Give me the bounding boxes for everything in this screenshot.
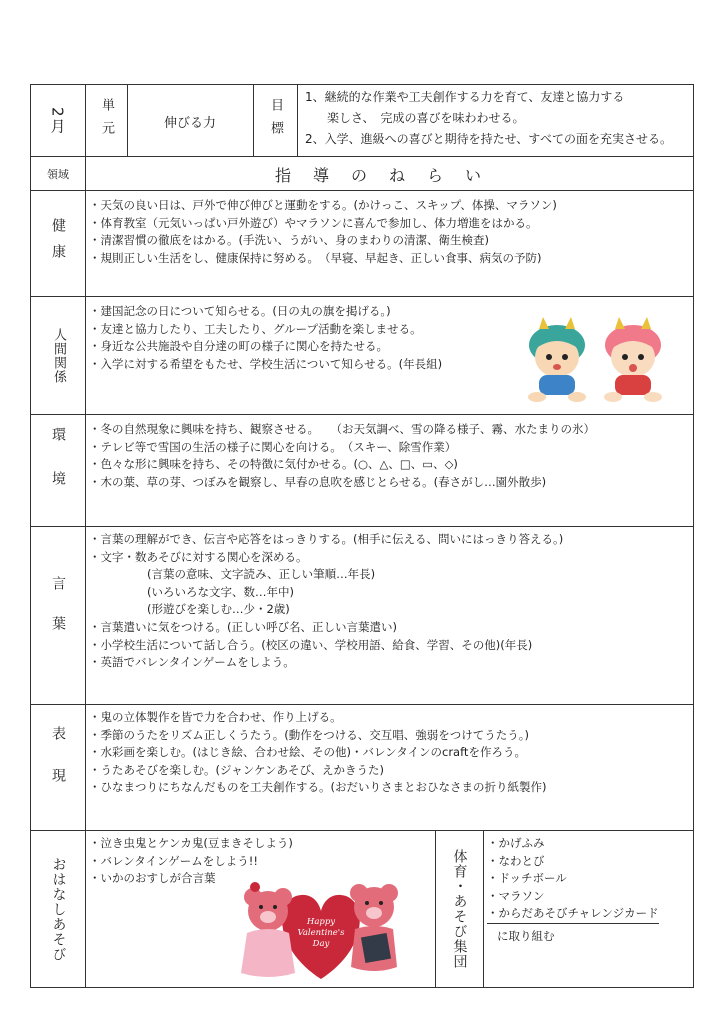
health-content: [89, 197, 689, 267]
domain-label-cell: [31, 157, 85, 191]
health-item: ・清潔習慣の徹底をはかる。(手洗い、うがい、身のまわりの清潔、衛生検査): [89, 233, 489, 248]
expression-label: 表現: [50, 726, 66, 810]
valentine-bears-illustration: [231, 875, 411, 985]
expression-item: ・うたあそびを楽しむ。(ジャンケンあそび、えかきうた): [89, 762, 384, 777]
environment-content: [89, 421, 689, 491]
environment-row: [31, 415, 693, 527]
relations-content: [89, 303, 509, 373]
language-sub-item: (言葉の意味、文字読み、正しい筆順…年長): [147, 567, 376, 582]
health-row: [31, 191, 693, 297]
language-item: ・文字・数あそびに対する関心を深める。: [89, 549, 308, 564]
green-oni-icon: [528, 317, 586, 402]
bottom-row: [31, 831, 693, 987]
relations-item: ・建国記念の日について知らせる。(日の丸の旗を掲げる。): [89, 304, 391, 318]
language-sub-item: (形遊びを楽しむ…少・2歳): [147, 602, 290, 617]
expression-item: ・鬼の立体製作を皆で力を合わせ、作り上げる。: [89, 710, 342, 724]
pe-item: ・ドッチボール: [487, 871, 567, 886]
health-item: ・体育教室（元気いっぱい戸外遊び）やマラソンに喜んで参加し、体力増進をはかる。: [89, 215, 538, 230]
story-label-cell: [31, 831, 85, 987]
goals-cell: [305, 87, 693, 155]
guidance-title-cell: [85, 157, 693, 191]
expression-label-cell: [31, 705, 85, 831]
goal-1-cont: 楽しさ、 完成の喜びを味わわせる。: [327, 111, 525, 125]
environment-label-cell: [31, 415, 85, 527]
unit-value-cell: [127, 85, 253, 157]
language-item: ・英語でバレンタインゲームをしよう。: [89, 655, 295, 670]
environment-label: 環境: [50, 427, 66, 515]
guidance-title: 指導のねらい: [274, 165, 503, 185]
header-row: [31, 85, 693, 157]
environment-item: ・色々な形に興味を持ち、その特徴に気付かせる。(○、△、□、▭、◇): [89, 457, 458, 472]
environment-item: ・冬の自然現象に興味を持ち、観察させる。 （お天気調べ、雪の降る様子、霧、水たまりの氷）: [89, 422, 595, 436]
environment-item: ・木の葉、草の芽、つぼみを観察し、早春の息吹を感じとらせる。(春さがし…園外散歩): [89, 474, 547, 489]
pe-label-cell: [435, 831, 483, 987]
health-item: ・天気の良い日は、戸外で伸び伸びと運動をする。(かけっこ、スキップ、体操、マラソン): [89, 198, 557, 212]
language-row: [31, 527, 693, 705]
expression-item: ・ひなまつりにちなんだものを工夫創作する。(おだいりさまとおひなさまの折り紙製作): [89, 780, 547, 795]
expression-item: ・水彩画を楽しむ。(はじき絵、合わせ絵、その他)・バレンタインのcraftを作ろう。: [89, 745, 526, 760]
card-line: Happy: [306, 917, 336, 927]
unit-label-cell: [85, 85, 127, 157]
subheader-row: [31, 157, 693, 191]
month-cell: [31, 85, 85, 157]
relations-label: 人間関係: [51, 328, 66, 384]
goal-label: 目標: [268, 98, 283, 144]
pe-content: [487, 835, 687, 946]
goal-2: 2、入学、進級への喜びと期待を持たせ、すべての面を充実させる。: [305, 132, 673, 146]
month-label: 2月: [48, 106, 67, 136]
language-item: ・小学校生活について話し合う。(校区の違い、学校用語、給食、学習、その他)(年長): [89, 637, 533, 652]
goal-label-cell: [253, 85, 297, 157]
story-item: ・バレンタインゲームをしよう!!: [89, 853, 259, 868]
language-sub-item: (いろいろな文字、数…年中): [147, 584, 294, 599]
pe-item-cont: に取り組む: [497, 928, 555, 943]
unit-value: 伸びる力: [163, 115, 216, 131]
language-label: 言葉: [50, 576, 66, 656]
card-line: Valentine's: [297, 928, 345, 938]
relations-item: ・入学に対する希望をもたせ、学校生活について知らせる。(年長組): [89, 356, 443, 371]
pe-label: 体育・あそび集団: [451, 849, 468, 969]
language-item: ・言葉遣いに気をつける。(正しい呼び名、正しい言葉遣い): [89, 619, 397, 634]
card-line: Day: [312, 939, 330, 949]
oni-pair-illustration: [509, 315, 679, 403]
relations-row: [31, 297, 693, 415]
language-label-cell: [31, 527, 85, 705]
expression-item: ・季節のうたをリズム正しくうたう。(動作をつける、交互唱、強弱をつけてうたう。): [89, 727, 529, 742]
curriculum-table: [30, 84, 694, 988]
language-item: ・言葉の理解ができ、伝言や応答をはっきりする。(相手に伝える、問いにはっきり答える。): [89, 532, 564, 546]
story-item: ・泣き虫鬼とケンカ鬼(豆まきそしよう): [89, 836, 293, 850]
language-content: [89, 531, 689, 672]
valentine-card-text: [293, 917, 349, 950]
health-item: ・規則正しい生活をし、健康保持に努める。 （早寝、早起き、正しい食事、病気の予防): [89, 250, 542, 265]
goal-1: 1、継続的な作業や工夫創作する力を育て、友達と協力する: [305, 90, 625, 104]
health-label-cell: [31, 191, 85, 297]
expression-content: [89, 709, 689, 797]
environment-item: ・テレビ等で雪国の生活の様子に関心を向ける。 （スキー、除雪作業）: [89, 439, 457, 454]
pe-item: ・マラソン: [487, 888, 545, 903]
pe-item: ・かげふみ: [487, 836, 545, 850]
story-label: おはなしあそび: [50, 856, 67, 962]
unit-label: 単元: [99, 98, 114, 144]
pink-oni-icon: [604, 317, 662, 402]
relations-item: ・友達と協力したり、工夫したり、グループ活動を楽しませる。: [89, 321, 422, 336]
relations-item: ・身近な公共施設や自分達の町の様子に関心を持たせる。: [89, 339, 388, 354]
pe-item: ・なわとび: [487, 853, 545, 868]
expression-row: [31, 705, 693, 831]
relations-label-cell: [31, 297, 85, 415]
health-label: 健康: [50, 218, 66, 270]
story-item: ・いかのおすしが合言葉: [89, 871, 216, 886]
pe-item: ・からだあそびチャレンジカード: [487, 905, 659, 924]
domain-label: 領域: [47, 168, 69, 181]
